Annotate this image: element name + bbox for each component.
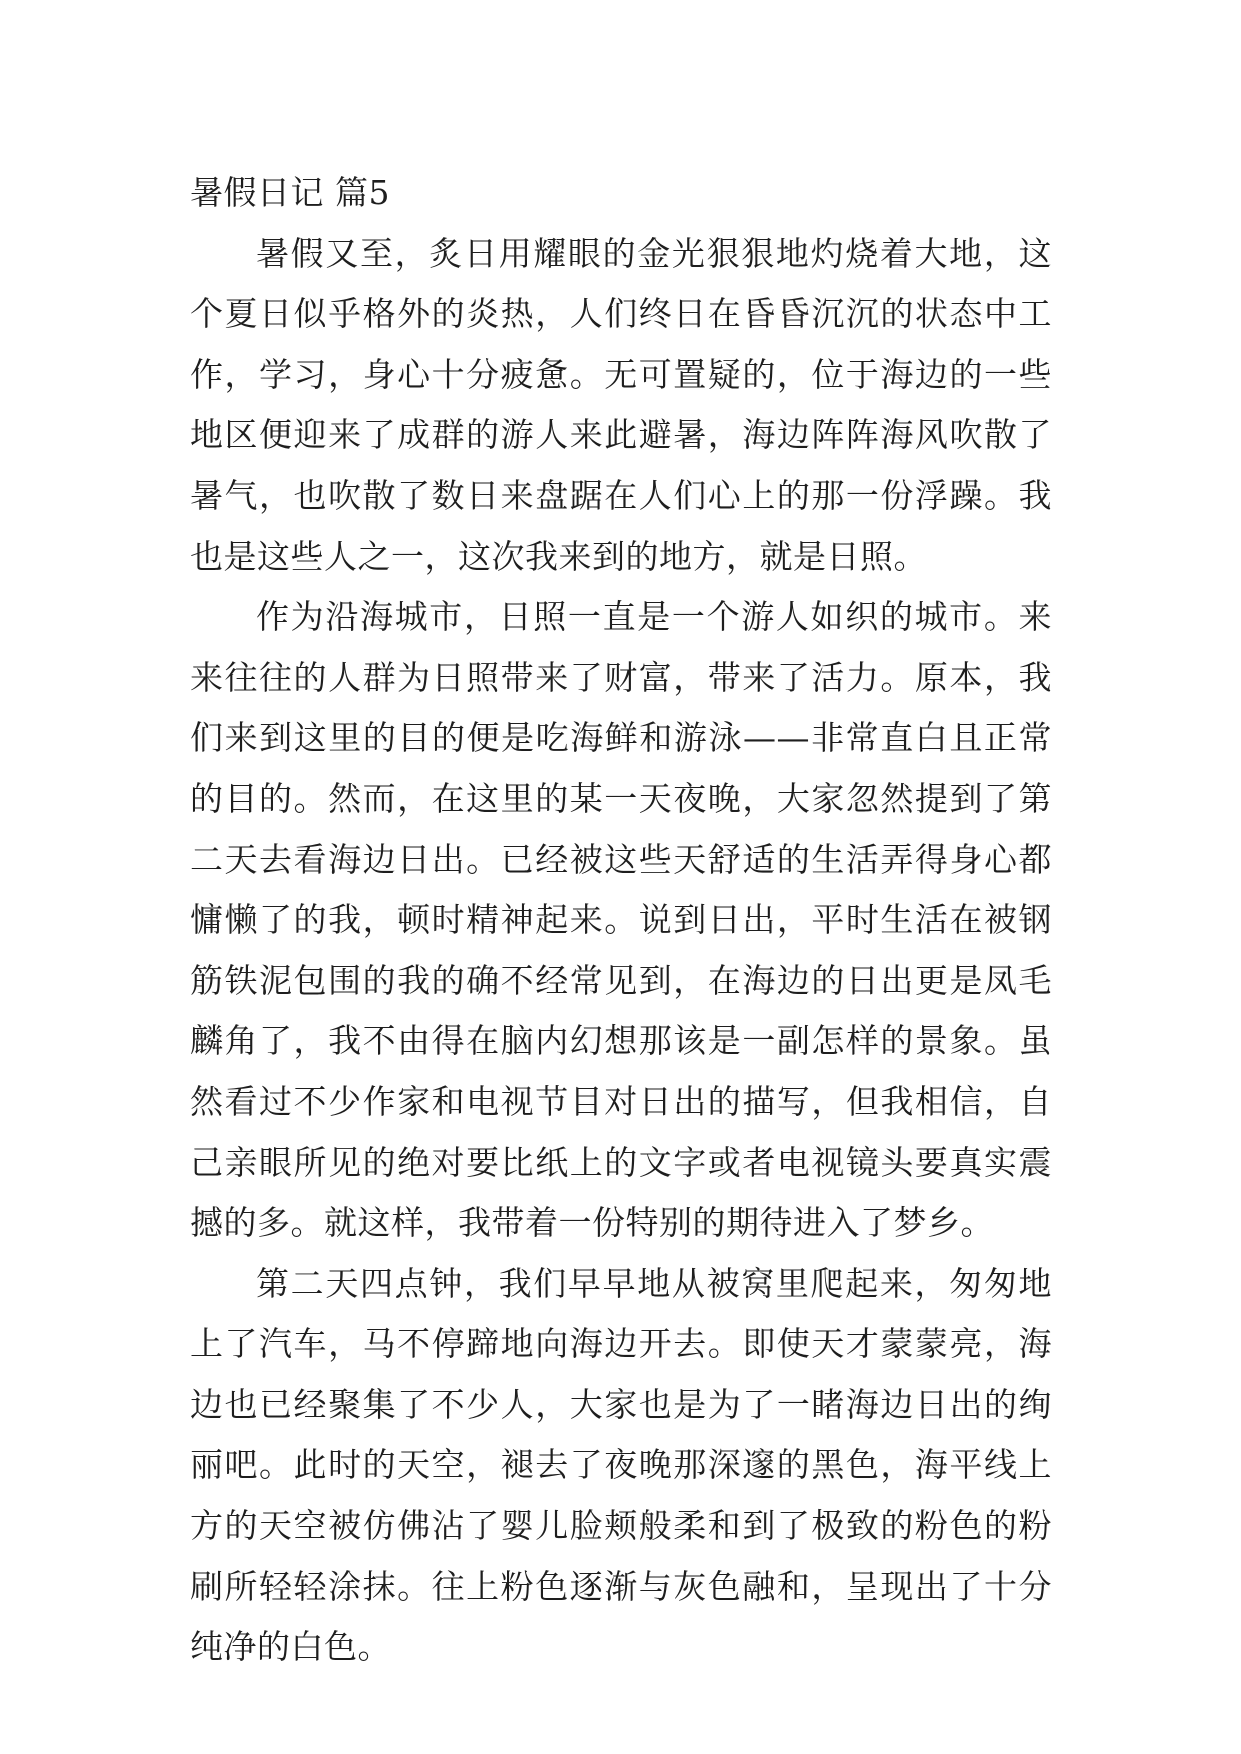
paragraph-2: 作为沿海城市，日照一直是一个游人如织的城市。来来往往的人群为日照带来了财富，带来了活力。原本，我们来到这里的目的便是吃海鲜和游泳——非常直白且正常的目的。然而，在这里的某一天夜晚，大家忽然提到了第二天去看海边日出。已经被这些天舒适的生活弄得身心都慵懒了的我，顿时精神起来。说到日出，平时生活在被钢筋铁泥包围的我的确不经常见到，在海边的日出更是凤毛麟角了，我不由得在脑内幻想那该是一副怎样的景象。虽然看过不少作家和电视节目对日出的描写，但我相信，自己亲眼所见的绝对要比纸上的文字或者电视镜头要真实震撼的多。就这样，我带着一份特别的期待进入了梦乡。: [190, 597, 1052, 1243]
paragraph-3: 第二天四点钟，我们早早地从被窝里爬起来，匆匆地上了汽车，马不停蹄地向海边开去。即使天才蒙蒙亮，海边也已经聚集了不少人，大家也是为了一睹海边日出的绚丽吧。此时的天空，褪去了夜晚那深邃的黑色，海平线上方的天空被仿佛沾了婴儿脸颊般柔和到了极致的粉色的粉刷所轻轻涂抹。往上粉色逐渐与灰色融和，呈现出了十分纯净的白色。: [190, 1263, 1052, 1667]
document-body: [190, 163, 1052, 1678]
document-title: 暑假日记 篇5: [190, 173, 390, 212]
paragraph-1: 暑假又至，炙日用耀眼的金光狠狠地灼烧着大地，这个夏日似乎格外的炎热，人们终日在昏昏沉沉的状态中工作，学习，身心十分疲惫。无可置疑的，位于海边的一些地区便迎来了成群的游人来此避暑，海边阵阵海风吹散了暑气，也吹散了数日来盘踞在人们心上的那一份浮躁。我也是这些人之一，这次我来到的地方，就是日照。: [190, 233, 1052, 576]
